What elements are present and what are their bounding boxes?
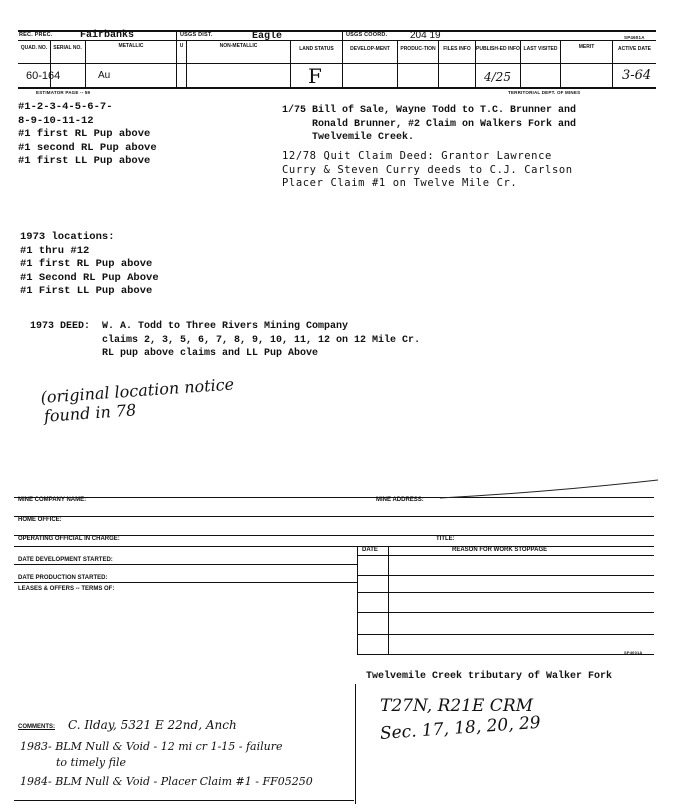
operating-official-label: OPERATING OFFICIAL IN CHARGE:: [18, 536, 120, 542]
col-production: PRODUC-TION: [400, 46, 436, 52]
comment-1983: 1983- BLM Null & Void - 12 mi cr 1-15 - failure: [20, 740, 283, 753]
bill-line: 1/75 Bill of Sale, Wayne Todd to T.C. Brunner and: [282, 105, 577, 116]
quit-claim-entry: [282, 150, 573, 191]
bill-line: Ronald Brunner, #2 Claim on Walkers Fork and: [282, 118, 577, 130]
form-number: SP4601A: [624, 35, 645, 40]
locations-1973: [20, 231, 159, 299]
col-publish-info: PUBLISH-ED INFO: [476, 46, 520, 52]
quad-no-value: 60-164: [26, 70, 61, 82]
active-date-value: 3-64: [622, 68, 652, 83]
stoppage-reason-header: REASON FOR WORK STOPPAGE: [452, 547, 548, 553]
publish-info-value: 4/25: [484, 70, 511, 84]
footer-form-number: SP4601A: [624, 650, 643, 655]
mine-address-label: MINE ADDRESS:: [376, 497, 424, 503]
section-line: Sec. 17, 18, 20, 29: [379, 712, 542, 744]
deed-1973: [30, 320, 420, 361]
location-line: #1 Second RL Pup Above: [20, 271, 159, 284]
quit-claim-line: 12/78 Quit Claim Deed: Grantor Lawrence: [282, 150, 552, 162]
comment-1984: 1984- BLM Null & Void - Placer Claim #1 - FF05250: [20, 775, 313, 788]
township-location: [380, 692, 541, 748]
rec-prec-label: REC. PREC.: [19, 32, 53, 38]
col-last-visited: LAST VISITED: [523, 46, 558, 52]
bill-of-sale-entry: [282, 104, 576, 145]
col-development: DEVELOP-MENT: [350, 46, 390, 52]
usgs-dist-value: Eagle: [252, 31, 283, 42]
metallic-value: Au: [98, 70, 111, 81]
creek-description: Twelvemile Creek tributary of Walker Fork: [366, 671, 613, 682]
col-active-date: ACTIVE DATE: [618, 46, 651, 52]
location-line: #1 thru #12: [20, 244, 90, 257]
comments-label: COMMENTS:: [18, 724, 55, 730]
col-files-info: FILES INFO: [443, 46, 471, 52]
col-u: U: [179, 43, 184, 49]
quit-claim-line: Placer Claim #1 on Twelve Mile Cr.: [282, 177, 518, 189]
land-status-value: F: [308, 64, 322, 88]
leases-label: LEASES & OFFERS -- TERMS OF:: [18, 586, 115, 592]
col-quad-no: QUAD. NO.: [20, 45, 48, 51]
bill-line: Twelvemile Creek.: [282, 132, 415, 143]
fold-mark: [440, 478, 660, 500]
location-line: #1 first RL Pup above: [20, 258, 153, 270]
col-non-metallic: NON-METALLIC: [219, 43, 258, 49]
stoppage-date-header: DATE: [362, 547, 378, 553]
handwritten-note: [40, 374, 236, 425]
claims-line: 8-9-10-11-12: [18, 114, 94, 127]
usgs-coord-value: 204 19: [410, 30, 441, 41]
location-line: #1 First LL Pup above: [20, 285, 153, 297]
mine-company-label: MINE COMPANY NAME:: [18, 497, 87, 503]
rec-prec-value: Fairbanks: [80, 30, 135, 41]
deed-line: 1973 DEED: W. A. Todd to Three Rivers Mining Company: [30, 321, 349, 332]
usgs-dist-label: USGS DIST.: [180, 32, 213, 38]
claims-line: #1 first LL Pup above: [18, 155, 151, 167]
claims-line: #1 second RL Pup above: [18, 141, 157, 154]
claims-line: #1 first RL Pup above: [18, 128, 151, 140]
home-office-label: HOME OFFICE:: [18, 517, 62, 523]
title-label: TITLE:: [436, 536, 455, 542]
location-line: 1973 locations:: [20, 231, 115, 243]
col-metallic: METALLIC: [118, 43, 144, 49]
township-line: T27N, R21E CRM: [380, 696, 534, 716]
note-line: found in 78: [43, 400, 137, 426]
quit-claim-line: Curry & Steven Curry deeds to C.J. Carlson: [282, 163, 573, 176]
claims-list: [18, 101, 157, 169]
col-land-status: LAND STATUS: [299, 46, 334, 52]
usgs-coord-label: USGS COORD.: [346, 32, 388, 38]
col-merit: MERIT: [578, 44, 595, 50]
claims-line: #1-2-3-4-5-6-7-: [18, 101, 113, 113]
deed-line: RL pup above claims and LL Pup Above: [30, 348, 319, 359]
territorial-dept: TERRITORIAL DEPT. OF MINES: [508, 90, 581, 95]
deed-line: claims 2, 3, 5, 6, 7, 8, 9, 10, 11, 12 on 12 Mile Cr.: [30, 334, 421, 346]
comment-contact: C. Ilday, 5321 E 22nd, Anch: [68, 718, 237, 732]
date-development-label: DATE DEVELOPMENT STARTED:: [18, 557, 113, 563]
estimator-page: ESTIMATOR PAGE -- 59: [36, 90, 91, 95]
note-line: (original location notice: [40, 374, 235, 407]
comment-1983-cont: to timely file: [56, 756, 127, 769]
col-serial-no: SERIAL NO.: [53, 45, 82, 51]
date-production-label: DATE PRODUCTION STARTED:: [18, 575, 108, 581]
